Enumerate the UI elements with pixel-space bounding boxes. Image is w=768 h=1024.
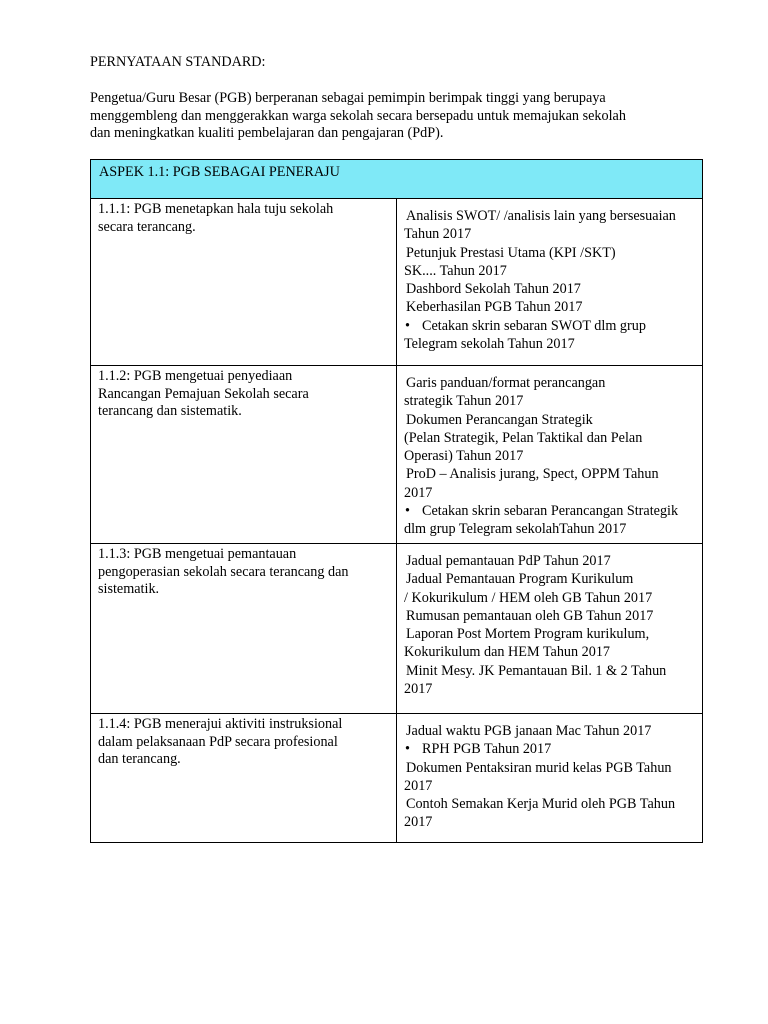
intro-paragraph (90, 90, 710, 143)
evidence-line (404, 317, 696, 335)
criterion-line: pengoperasian sekolah secara terancang dan (98, 563, 349, 580)
evidence-item (404, 662, 696, 699)
evidence-line: Contoh Semakan Kerja Murid oleh PGB Tahun (406, 796, 676, 813)
criterion-line: sistematik. (98, 581, 160, 597)
evidence-line: Analisis SWOT/ /analisis lain yang bersesuaian (406, 208, 676, 224)
standard-table (90, 159, 703, 843)
evidence-item (404, 207, 696, 244)
evidence-item (404, 722, 696, 740)
criterion-line: 1.1.1: PGB menetapkan hala tuju sekolah (98, 201, 334, 217)
criterion-text (91, 366, 396, 421)
evidence-item (404, 552, 696, 570)
evidence-item (404, 795, 696, 832)
evidence-line: Petunjuk Prestasi Utama (KPI /SKT) (406, 244, 616, 261)
evidence-line: 2017 (404, 777, 433, 794)
evidence-list (397, 714, 702, 832)
evidence-line: strategik Tahun 2017 (404, 393, 524, 410)
criterion-text (91, 714, 396, 769)
criterion-line: Rancangan Pemajuan Sekolah secara (98, 385, 309, 402)
evidence-line: 2017 (404, 484, 433, 501)
criterion-row (91, 544, 703, 714)
evidence-line: Garis panduan/format perancangan (406, 375, 606, 391)
evidence-line: Tahun 2017 (404, 226, 472, 243)
criterion-text (91, 544, 396, 599)
evidence-item (404, 298, 696, 316)
evidence-item (404, 740, 696, 758)
criterion-row (91, 366, 703, 544)
evidence-line: Minit Mesy. JK Pemantauan Bil. 1 & 2 Tahun (406, 662, 667, 679)
evidence-item (404, 625, 696, 662)
evidence-list (397, 366, 702, 539)
evidence-text: Cetakan skrin sebaran SWOT dlm grup (422, 317, 646, 334)
evidence-item (404, 759, 696, 796)
evidence-list (397, 544, 702, 698)
evidence-item (404, 465, 696, 502)
aspect-row (91, 160, 703, 199)
evidence-line (404, 740, 696, 758)
evidence-item (404, 374, 696, 411)
evidence-line: Jadual waktu PGB janaan Mac Tahun 2017 (406, 723, 652, 739)
page-heading: PERNYATAAN STANDARD: (90, 54, 266, 70)
evidence-line: Dokumen Pentaksiran murid kelas PGB Tahun (406, 759, 672, 776)
evidence-cell (397, 199, 703, 366)
criterion-cell (91, 366, 397, 544)
evidence-item (404, 570, 696, 607)
evidence-line: Kokurikulum dan HEM Tahun 2017 (404, 644, 611, 661)
criterion-row (91, 714, 703, 843)
evidence-item (404, 317, 696, 354)
evidence-line: (Pelan Strategik, Pelan Taktikal dan Pelan (404, 429, 643, 446)
criterion-line: dan terancang. (98, 751, 181, 767)
criterion-row (91, 199, 703, 366)
evidence-list (397, 199, 702, 353)
evidence-line: Dokumen Perancangan Strategik (406, 411, 593, 428)
criterion-line: 1.1.3: PGB mengetuai pemantauan (98, 546, 297, 562)
bullet-icon: • (405, 741, 410, 758)
evidence-item (404, 411, 696, 466)
evidence-line: Rumusan pemantauan oleh GB Tahun 2017 (406, 607, 654, 624)
evidence-line: Operasi) Tahun 2017 (404, 448, 524, 465)
aspect-header: ASPEK 1.1: PGB SEBAGAI PENERAJU (91, 160, 703, 199)
evidence-line: / Kokurikulum / HEM oleh GB Tahun 2017 (404, 589, 653, 606)
evidence-line: Dashbord Sekolah Tahun 2017 (406, 281, 581, 298)
criterion-cell (91, 199, 397, 366)
criterion-line: terancang dan sistematik. (98, 403, 242, 419)
criterion-cell (91, 544, 397, 714)
bullet-icon: • (405, 503, 410, 520)
evidence-item (404, 280, 696, 298)
intro-line: Pengetua/Guru Besar (PGB) berperanan sebagai pemimpin berimpak tinggi yang berupaya (90, 90, 606, 106)
evidence-line: 2017 (404, 814, 433, 831)
criterion-line: dalam pelaksanaan PdP secara profesional (98, 733, 338, 750)
criterion-cell (91, 714, 397, 843)
evidence-line: Keberhasilan PGB Tahun 2017 (406, 299, 583, 316)
evidence-item (404, 502, 696, 539)
criterion-line: secara terancang. (98, 218, 196, 235)
evidence-line: 2017 (404, 681, 433, 698)
evidence-text: Cetakan skrin sebaran Perancangan Strategik (422, 503, 679, 520)
evidence-line: SK.... Tahun 2017 (404, 262, 507, 279)
evidence-line: Jadual pemantauan PdP Tahun 2017 (406, 553, 611, 569)
evidence-line: ProD – Analisis jurang, Spect, OPPM Tahun (406, 466, 659, 483)
evidence-cell (397, 714, 703, 843)
bullet-icon: • (405, 317, 410, 334)
evidence-line: Jadual Pemantauan Program Kurikulum (406, 571, 634, 588)
evidence-line: dlm grup Telegram sekolahTahun 2017 (404, 521, 627, 538)
evidence-cell (397, 366, 703, 544)
criterion-line: 1.1.2: PGB mengetuai penyediaan (98, 368, 293, 384)
intro-line: menggembleng dan menggerakkan warga sekolah secara bersepadu untuk memajukan sekolah (90, 107, 626, 124)
evidence-line: Telegram sekolah Tahun 2017 (404, 336, 575, 353)
intro-line: dan meningkatkan kualiti pembelajaran dan pengajaran (PdP). (90, 125, 444, 141)
criterion-text (91, 199, 396, 236)
evidence-cell (397, 544, 703, 714)
evidence-item (404, 244, 696, 281)
evidence-item (404, 607, 696, 625)
criterion-line: 1.1.4: PGB menerajui aktiviti instruksional (98, 716, 343, 732)
evidence-line (404, 502, 696, 520)
evidence-line: Laporan Post Mortem Program kurikulum, (406, 626, 650, 643)
evidence-text: RPH PGB Tahun 2017 (422, 741, 552, 758)
